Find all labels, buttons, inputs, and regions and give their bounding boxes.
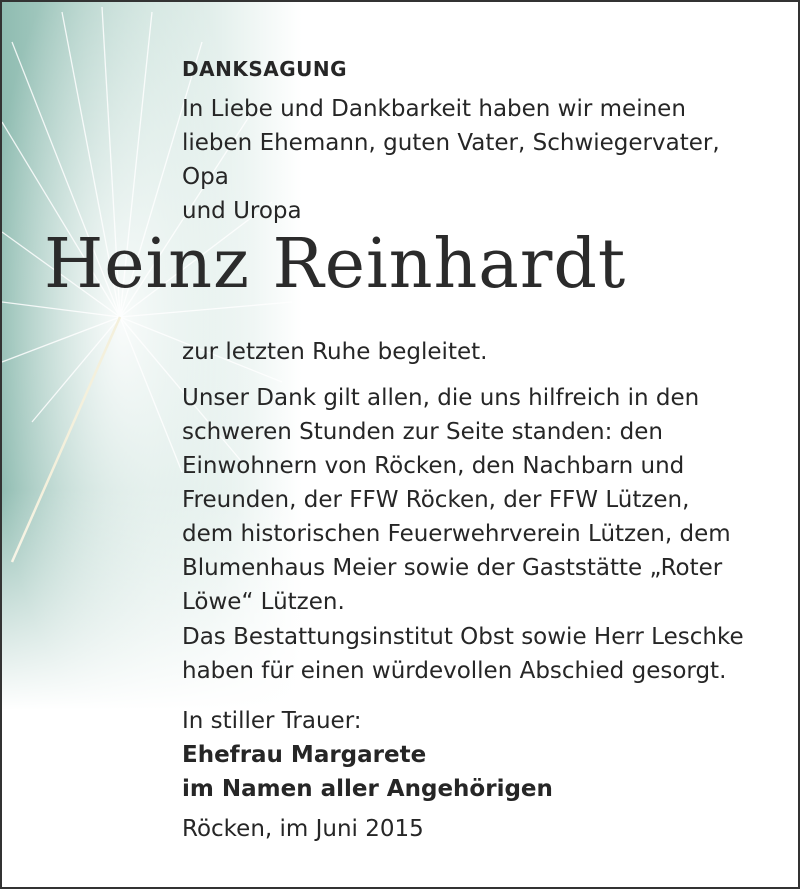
intro-line: In Liebe und Dankbarkeit haben wir meinen (182, 96, 686, 122)
thanks-line: Unser Dank gilt allen, die uns hilfreich in den (182, 385, 700, 411)
thanks-line: Einwohnern von Röcken, den Nachbarn und (182, 453, 685, 479)
deceased-name: Heinz Reinhardt (44, 225, 627, 304)
heading: DANKSAGUNG (182, 57, 348, 81)
funeral-line: haben für einen würdevollen Abschied gesorgt. (182, 658, 727, 684)
thanks-line: Löwe“ Lützen. (182, 589, 345, 615)
funeral-line: Das Bestattungsinstitut Obst sowie Herr Leschke (182, 624, 744, 650)
intro-line: lieben Ehemann, guten Vater, Schwiegervater, Opa (182, 130, 720, 190)
thanks-line: dem historischen Feuerwehrverein Lützen, dem (182, 521, 731, 547)
rest-line: zur letzten Ruhe begleitet. (182, 339, 488, 365)
mourning-block (182, 704, 553, 806)
thanks-paragraph (182, 381, 782, 619)
signatory: im Namen aller Angehörigen (182, 776, 553, 802)
intro-line: und Uropa (182, 198, 302, 224)
mourning-label: In stiller Trauer: (182, 708, 362, 734)
thanks-line: Blumenhaus Meier sowie der Gaststätte „Roter (182, 555, 723, 581)
thanks-line: schweren Stunden zur Seite standen: den (182, 419, 663, 445)
place-date: Röcken, im Juni 2015 (182, 816, 424, 842)
funeral-paragraph (182, 620, 782, 688)
intro-paragraph (182, 92, 772, 228)
signatory: Ehefrau Margarete (182, 742, 427, 768)
thanks-line: Freunden, der FFW Röcken, der FFW Lützen, (182, 487, 690, 513)
